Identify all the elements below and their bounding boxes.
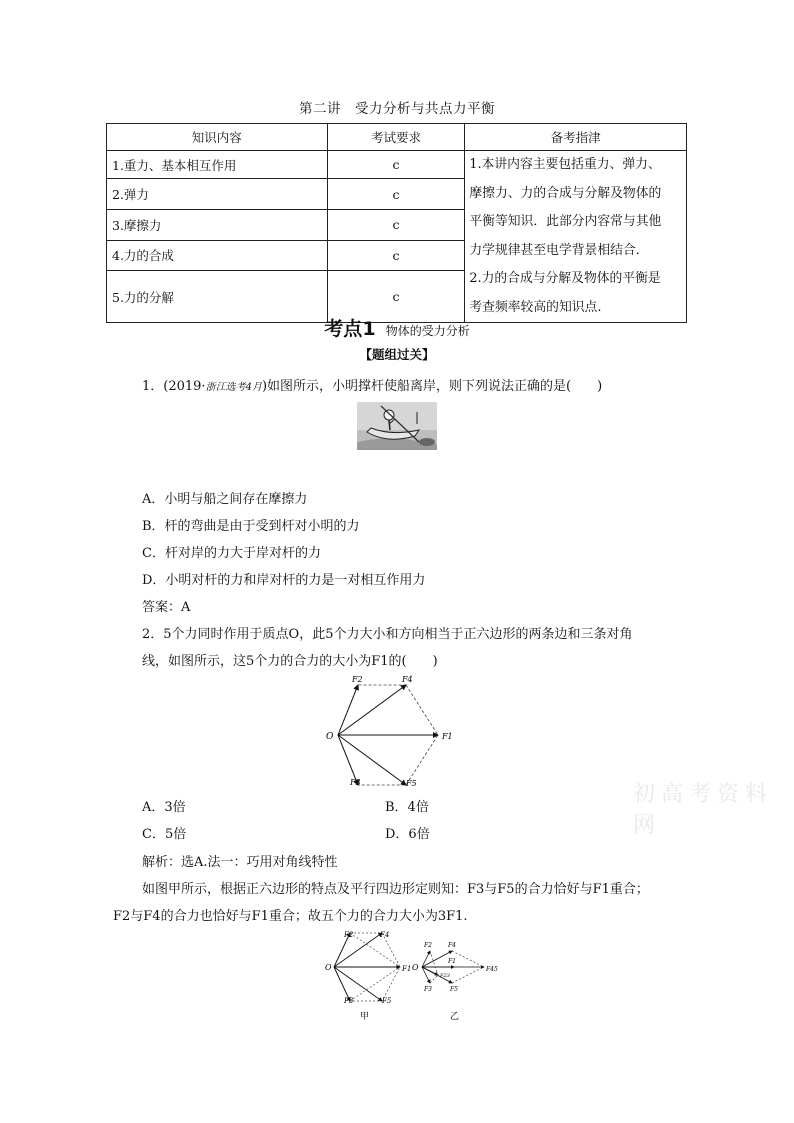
guide-line: 2.力的合成与分解及物体的平衡是 xyxy=(469,271,661,286)
guide-line: 力学规律甚至电学背景相结合． xyxy=(469,242,649,258)
label-F2: F2 xyxy=(344,931,354,939)
label-F1: F1 xyxy=(448,958,456,965)
label-F5: F5 xyxy=(382,997,392,1005)
solution-figures xyxy=(322,925,512,1025)
question-2-line-1: 2．5个力同时作用于质点O，此5个力大小和方向相当于正六边形的两条边和三条对角 xyxy=(142,627,633,642)
guide-line: 1.本讲内容主要包括重力、弹力、 xyxy=(469,157,661,172)
guide-cell xyxy=(465,151,687,323)
exam-requirement: c xyxy=(327,240,465,271)
label-F5: F5 xyxy=(406,779,417,788)
option: A．小明与船之间存在摩擦力 xyxy=(142,492,308,507)
answer-text: 答案：A xyxy=(142,600,191,615)
label-F4: F4 xyxy=(380,931,390,939)
option: A．3倍 xyxy=(142,800,186,815)
option: B．杆的弯曲是由于受到杆对小明的力 xyxy=(142,519,360,534)
option: D．6倍 xyxy=(385,827,430,842)
label-F23: F23 xyxy=(440,973,450,979)
analysis-text: 解析：选A.法一：巧用对角线特性 xyxy=(142,855,338,870)
knowledge-item: 3.摩擦力 xyxy=(107,210,328,241)
analysis-line-2: F2与F4的合力也恰好与F1重合；故五个力的合力大小为3F1. xyxy=(113,909,468,924)
question-source-tag: 浙江选考4月 xyxy=(205,382,262,393)
label-F2: F2 xyxy=(424,942,432,949)
label-O: O xyxy=(412,963,419,972)
hexagon-force-figure xyxy=(318,673,478,791)
exam-requirement: c xyxy=(327,151,465,179)
section-heading xyxy=(0,314,794,341)
label-F3: F3 xyxy=(424,986,432,993)
watermark: 初高考资料网 xyxy=(633,782,774,838)
label-O: O xyxy=(325,963,332,972)
analysis-line-1: 如图甲所示，根据正六边形的特点及平行四边形定则知：F3与F5的合力恰好与F1重合； xyxy=(142,882,649,897)
label-O: O xyxy=(326,732,334,742)
knowledge-item: 2.弹力 xyxy=(107,179,328,210)
exam-requirement: c xyxy=(327,210,465,241)
section-number: 1 xyxy=(362,318,376,340)
label-F5: F5 xyxy=(450,986,458,993)
page-title: 第二讲 受力分析与共点力平衡 xyxy=(299,101,495,117)
label-F45: F45 xyxy=(486,966,498,973)
option: D．小明对杆的力和岸对杆的力是一对相互作用力 xyxy=(142,573,426,588)
col-header: 知识内容 xyxy=(107,124,328,151)
boat-figure xyxy=(357,402,437,450)
label-F2: F2 xyxy=(352,675,363,684)
label-F3: F3 xyxy=(344,997,354,1005)
section-title: 物体的受力分析 xyxy=(385,324,470,338)
label-F1: F1 xyxy=(442,732,453,741)
guide-line: 平衡等知识．此部分内容常与其他 xyxy=(469,214,662,229)
question-1-stem xyxy=(142,375,602,394)
figure-caption-jia: 甲 xyxy=(360,1012,370,1022)
label-F1: F1 xyxy=(402,965,412,973)
section-label: 考点 xyxy=(324,318,363,340)
section-subheading: 【题组过关】 xyxy=(359,347,435,362)
requirements-table xyxy=(106,123,687,323)
table-header-row xyxy=(107,124,687,151)
col-header: 考试要求 xyxy=(327,124,465,151)
label-F4: F4 xyxy=(402,675,413,684)
label-F4: F4 xyxy=(448,942,456,949)
knowledge-item: 5.力的分解 xyxy=(107,271,328,323)
exam-requirement: c xyxy=(327,179,465,210)
question-text: )如图所示，小明撑杆使船离岸，则下列说法正确的是( ) xyxy=(261,379,603,394)
question-2-line-2: 线，如图所示，这5个力的合力的大小为F1的( ) xyxy=(142,654,438,669)
label-F3: F3 xyxy=(350,778,361,787)
figure-caption-yi: 乙 xyxy=(450,1012,460,1022)
knowledge-item: 4.力的合成 xyxy=(107,240,328,271)
guide-line: 摩擦力、力的合成与分解及物体的 xyxy=(469,185,662,201)
guide-line: 考查频率较高的知识点. xyxy=(469,299,602,315)
option: C．5倍 xyxy=(142,827,187,842)
question-number: 1． xyxy=(142,379,164,394)
col-header: 备考指津 xyxy=(465,124,687,151)
option: B．4倍 xyxy=(385,800,429,815)
table-row xyxy=(107,151,687,179)
exam-requirement: c xyxy=(327,271,465,323)
question-source-prefix: (2019· xyxy=(163,379,206,394)
option: C．杆对岸的力大于岸对杆的力 xyxy=(142,546,321,561)
knowledge-item: 1.重力、基本相互作用 xyxy=(107,151,328,179)
